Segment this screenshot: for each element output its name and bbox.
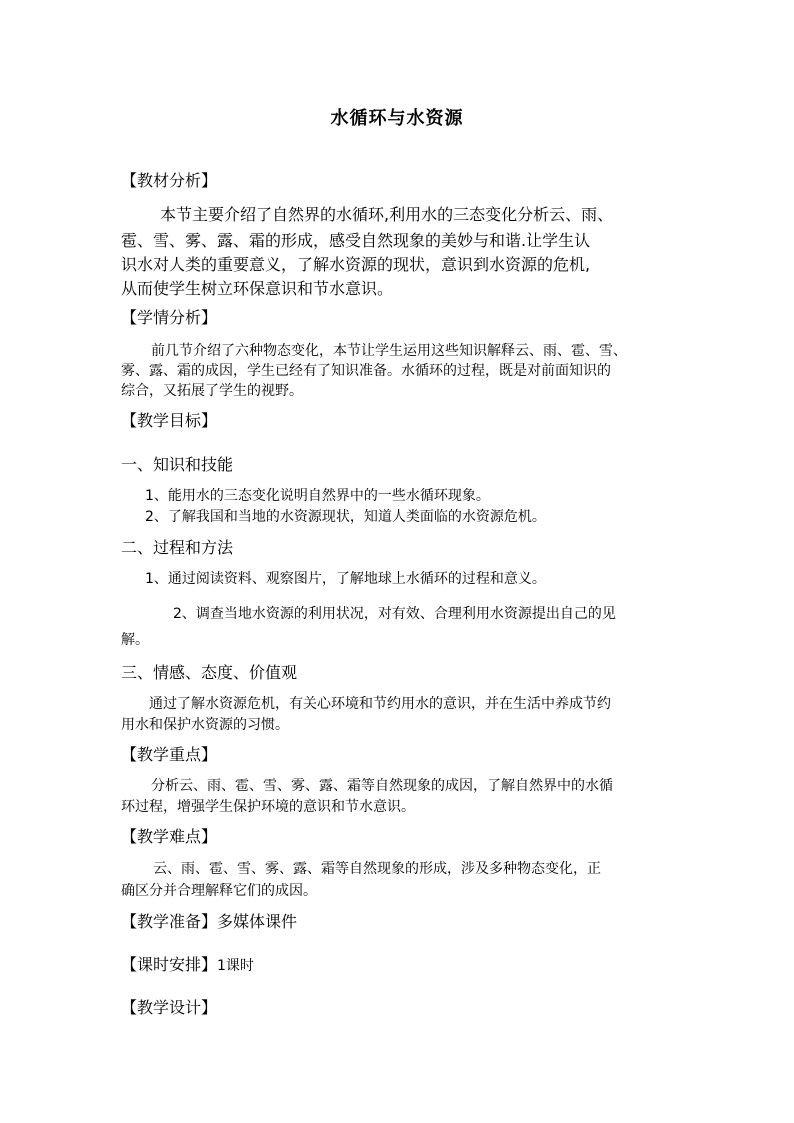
paragraph-line: 本节主要介绍了自然界的水循环,利用水的三态变化分析云、雨、 <box>160 205 614 224</box>
section-heading-key-points: 【教学重点】 <box>121 745 218 764</box>
subsection-title-knowledge: 一、知识和技能 <box>121 455 234 474</box>
paragraph-line: 雹、雪、雾、露、霜的形成，感受自然现象的美妙与和谐.让学生认 <box>121 231 591 250</box>
section-heading-teaching-goals: 【教学目标】 <box>121 411 218 430</box>
schedule-label: 【课时安排】 <box>121 955 218 974</box>
preparation-value: 多媒体课件 <box>217 912 298 931</box>
paragraph-line: 通过了解水资源危机，有关心环境和节约用水的意识，并在生活中养成节约 <box>149 696 611 712</box>
paragraph-line: 分析云、雨、雹、雪、雾、露、霜等自然现象的成因，了解自然界中的水循 <box>151 778 613 794</box>
subsection-title-process: 二、过程和方法 <box>121 538 234 557</box>
list-item: 解。 <box>121 632 149 648</box>
paragraph-line: 确区分并合理解释它们的成因。 <box>121 883 317 899</box>
preparation-label: 【教学准备】 <box>121 912 218 931</box>
document-title: 水循环与水资源 <box>330 108 464 129</box>
section-heading-student-analysis: 【学情分析】 <box>121 308 218 327</box>
schedule-value: 1课时 <box>217 958 254 974</box>
paragraph-line: 云、雨、雹、雪、雾、露、霜等自然现象的形成，涉及多种物态变化，正 <box>153 861 601 877</box>
paragraph-line: 前几节介绍了六种物态变化，本节让学生运用这些知识解释云、雨、雹、雪、 <box>151 343 627 359</box>
section-heading-difficult-points: 【教学难点】 <box>121 827 218 846</box>
paragraph-line: 识水对人类的重要意义，了解水资源的现状，意识到水资源的危机, <box>121 255 591 274</box>
section-heading-preparation <box>121 914 297 930</box>
section-heading-schedule <box>121 957 254 973</box>
subsection-title-emotion: 三、情感、态度、价值观 <box>121 663 298 682</box>
section-heading-textbook-analysis: 【教材分析】 <box>121 171 218 190</box>
paragraph-line: 用水和保护水资源的习惯。 <box>121 717 289 733</box>
paragraph-line: 雾、露、霜的成因，学生已经有了知识准备。水循环的过程，既是对前面知识的 <box>121 363 611 379</box>
paragraph-line: 从而使学生树立环保意识和节水意识。 <box>121 279 394 298</box>
section-heading-design: 【教学设计】 <box>121 998 218 1017</box>
paragraph-line: 环过程，增强学生保护环境的意识和节水意识。 <box>121 799 415 815</box>
list-item: 1、通过阅读资料、观察图片，了解地球上水循环的过程和意义。 <box>145 571 546 587</box>
list-item: 2、调查当地水资源的利用状况，对有效、合理利用水资源提出自己的见 <box>173 606 616 622</box>
list-item: 2、了解我国和当地的水资源现状，知道人类面临的水资源危机。 <box>145 509 546 525</box>
list-item: 1、能用水的三态变化说明自然界中的一些水循环现象。 <box>145 488 490 504</box>
paragraph-line: 综合，又拓展了学生的视野。 <box>121 383 303 399</box>
